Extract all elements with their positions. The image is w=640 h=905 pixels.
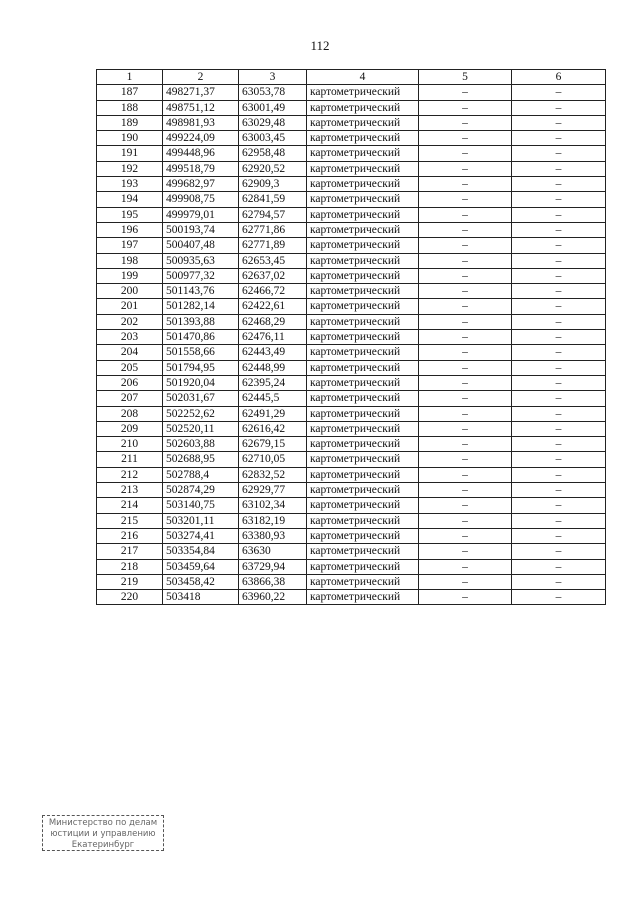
y-coordinate-cell: 62476,11 — [239, 330, 307, 345]
point-number-cell: 198 — [97, 253, 163, 268]
x-coordinate-cell: 500193,74 — [163, 222, 239, 237]
method-cell: картометрический — [307, 192, 419, 207]
column-6-cell: – — [512, 222, 606, 237]
x-coordinate-cell: 499448,96 — [163, 146, 239, 161]
x-coordinate-cell: 498981,93 — [163, 115, 239, 130]
x-coordinate-cell: 499518,79 — [163, 161, 239, 176]
table-row — [97, 146, 606, 161]
method-cell: картометрический — [307, 299, 419, 314]
column-5-cell: – — [419, 483, 512, 498]
column-5-cell: – — [419, 391, 512, 406]
column-5-cell: – — [419, 100, 512, 115]
column-5-cell: – — [419, 574, 512, 589]
method-cell: картометрический — [307, 345, 419, 360]
y-coordinate-cell: 62679,15 — [239, 437, 307, 452]
method-cell: картометрический — [307, 452, 419, 467]
point-number-cell: 187 — [97, 85, 163, 100]
column-6-cell: – — [512, 131, 606, 146]
column-5-cell: – — [419, 161, 512, 176]
method-cell: картометрический — [307, 161, 419, 176]
column-5-cell: – — [419, 437, 512, 452]
column-header-5: 5 — [419, 70, 512, 85]
x-coordinate-cell: 500977,32 — [163, 268, 239, 283]
column-6-cell: – — [512, 513, 606, 528]
y-coordinate-cell: 62771,86 — [239, 222, 307, 237]
column-5-cell: – — [419, 314, 512, 329]
x-coordinate-cell: 502603,88 — [163, 437, 239, 452]
y-coordinate-cell: 63001,49 — [239, 100, 307, 115]
x-coordinate-cell: 499908,75 — [163, 192, 239, 207]
point-number-cell: 195 — [97, 207, 163, 222]
column-6-cell: – — [512, 238, 606, 253]
point-number-cell: 219 — [97, 574, 163, 589]
point-number-cell: 199 — [97, 268, 163, 283]
point-number-cell: 189 — [97, 115, 163, 130]
column-5-cell: – — [419, 528, 512, 543]
table-row — [97, 85, 606, 100]
table-row — [97, 360, 606, 375]
column-5-cell: – — [419, 452, 512, 467]
point-number-cell: 214 — [97, 498, 163, 513]
x-coordinate-cell: 503201,11 — [163, 513, 239, 528]
point-number-cell: 213 — [97, 483, 163, 498]
stamp-line: Министерство по делам — [48, 818, 158, 828]
point-number-cell: 220 — [97, 590, 163, 605]
x-coordinate-cell: 500935,63 — [163, 253, 239, 268]
method-cell: картометрический — [307, 528, 419, 543]
column-5-cell: – — [419, 590, 512, 605]
column-6-cell: – — [512, 192, 606, 207]
x-coordinate-cell: 503458,42 — [163, 574, 239, 589]
y-coordinate-cell: 62832,52 — [239, 467, 307, 482]
y-coordinate-cell: 63029,48 — [239, 115, 307, 130]
x-coordinate-cell: 503140,75 — [163, 498, 239, 513]
column-6-cell: – — [512, 483, 606, 498]
x-coordinate-cell: 499682,97 — [163, 177, 239, 192]
x-coordinate-cell: 502252,62 — [163, 406, 239, 421]
method-cell: картометрический — [307, 483, 419, 498]
point-number-cell: 210 — [97, 437, 163, 452]
point-number-cell: 194 — [97, 192, 163, 207]
y-coordinate-cell: 62909,3 — [239, 177, 307, 192]
y-coordinate-cell: 63960,22 — [239, 590, 307, 605]
point-number-cell: 192 — [97, 161, 163, 176]
method-cell: картометрический — [307, 498, 419, 513]
method-cell: картометрический — [307, 360, 419, 375]
y-coordinate-cell: 63053,78 — [239, 85, 307, 100]
column-5-cell: – — [419, 421, 512, 436]
table-row — [97, 131, 606, 146]
method-cell: картометрический — [307, 268, 419, 283]
column-5-cell: – — [419, 559, 512, 574]
column-5-cell: – — [419, 498, 512, 513]
table-row — [97, 467, 606, 482]
method-cell: картометрический — [307, 207, 419, 222]
column-5-cell: – — [419, 375, 512, 390]
column-6-cell: – — [512, 528, 606, 543]
x-coordinate-cell: 501470,86 — [163, 330, 239, 345]
table-row — [97, 161, 606, 176]
table-body — [97, 85, 606, 605]
column-header-3: 3 — [239, 70, 307, 85]
point-number-cell: 200 — [97, 284, 163, 299]
column-5-cell: – — [419, 513, 512, 528]
point-number-cell: 207 — [97, 391, 163, 406]
column-5-cell: – — [419, 253, 512, 268]
column-6-cell: – — [512, 284, 606, 299]
method-cell: картометрический — [307, 100, 419, 115]
table-row — [97, 115, 606, 130]
table-row — [97, 483, 606, 498]
table-row — [97, 421, 606, 436]
column-6-cell: – — [512, 330, 606, 345]
x-coordinate-cell: 503418 — [163, 590, 239, 605]
table-row — [97, 391, 606, 406]
column-5-cell: – — [419, 406, 512, 421]
y-coordinate-cell: 62443,49 — [239, 345, 307, 360]
y-coordinate-cell: 62637,02 — [239, 268, 307, 283]
x-coordinate-cell: 502520,11 — [163, 421, 239, 436]
x-coordinate-cell: 501920,04 — [163, 375, 239, 390]
column-6-cell: – — [512, 406, 606, 421]
table-row — [97, 268, 606, 283]
point-number-cell: 203 — [97, 330, 163, 345]
column-5-cell: – — [419, 268, 512, 283]
y-coordinate-cell: 62794,57 — [239, 207, 307, 222]
column-6-cell: – — [512, 299, 606, 314]
method-cell: картометрический — [307, 513, 419, 528]
x-coordinate-cell: 502688,95 — [163, 452, 239, 467]
column-6-cell: – — [512, 268, 606, 283]
method-cell: картометрический — [307, 421, 419, 436]
method-cell: картометрический — [307, 238, 419, 253]
column-6-cell: – — [512, 177, 606, 192]
column-6-cell: – — [512, 253, 606, 268]
table-row — [97, 574, 606, 589]
column-5-cell: – — [419, 146, 512, 161]
point-number-cell: 193 — [97, 177, 163, 192]
table-row — [97, 559, 606, 574]
point-number-cell: 211 — [97, 452, 163, 467]
table-row — [97, 284, 606, 299]
y-coordinate-cell: 62395,24 — [239, 375, 307, 390]
x-coordinate-cell: 503459,64 — [163, 559, 239, 574]
column-5-cell: – — [419, 222, 512, 237]
column-5-cell: – — [419, 544, 512, 559]
method-cell: картометрический — [307, 574, 419, 589]
table-row — [97, 375, 606, 390]
column-6-cell: – — [512, 207, 606, 222]
column-6-cell: – — [512, 85, 606, 100]
y-coordinate-cell: 62710,05 — [239, 452, 307, 467]
column-6-cell: – — [512, 375, 606, 390]
y-coordinate-cell: 62466,72 — [239, 284, 307, 299]
point-number-cell: 216 — [97, 528, 163, 543]
method-cell: картометрический — [307, 115, 419, 130]
y-coordinate-cell: 63003,45 — [239, 131, 307, 146]
point-number-cell: 212 — [97, 467, 163, 482]
point-number-cell: 188 — [97, 100, 163, 115]
point-number-cell: 208 — [97, 406, 163, 421]
table-row — [97, 345, 606, 360]
x-coordinate-cell: 501794,95 — [163, 360, 239, 375]
x-coordinate-cell: 499224,09 — [163, 131, 239, 146]
y-coordinate-cell: 63380,93 — [239, 528, 307, 543]
table-header-row — [97, 70, 606, 85]
column-5-cell: – — [419, 238, 512, 253]
x-coordinate-cell: 503354,84 — [163, 544, 239, 559]
point-number-cell: 215 — [97, 513, 163, 528]
method-cell: картометрический — [307, 253, 419, 268]
column-5-cell: – — [419, 330, 512, 345]
column-6-cell: – — [512, 421, 606, 436]
y-coordinate-cell: 63729,94 — [239, 559, 307, 574]
table-row — [97, 100, 606, 115]
x-coordinate-cell: 499979,01 — [163, 207, 239, 222]
method-cell: картометрический — [307, 131, 419, 146]
method-cell: картометрический — [307, 375, 419, 390]
column-6-cell: – — [512, 590, 606, 605]
column-6-cell: – — [512, 161, 606, 176]
table-row — [97, 406, 606, 421]
column-6-cell: – — [512, 467, 606, 482]
table-row — [97, 207, 606, 222]
y-coordinate-cell: 62491,29 — [239, 406, 307, 421]
y-coordinate-cell: 62616,42 — [239, 421, 307, 436]
point-number-cell: 201 — [97, 299, 163, 314]
x-coordinate-cell: 502788,4 — [163, 467, 239, 482]
approval-stamp — [42, 815, 164, 851]
x-coordinate-cell: 501282,14 — [163, 299, 239, 314]
method-cell: картометрический — [307, 85, 419, 100]
page-number: 112 — [310, 38, 330, 53]
method-cell: картометрический — [307, 146, 419, 161]
y-coordinate-cell: 62653,45 — [239, 253, 307, 268]
table-row — [97, 330, 606, 345]
x-coordinate-cell: 498271,37 — [163, 85, 239, 100]
column-6-cell: – — [512, 574, 606, 589]
table-row — [97, 544, 606, 559]
column-6-cell: – — [512, 115, 606, 130]
column-5-cell: – — [419, 345, 512, 360]
x-coordinate-cell: 498751,12 — [163, 100, 239, 115]
point-number-cell: 202 — [97, 314, 163, 329]
stamp-line: Екатеринбург — [71, 840, 135, 850]
column-header-1: 1 — [97, 70, 163, 85]
column-6-cell: – — [512, 360, 606, 375]
method-cell: картометрический — [307, 467, 419, 482]
y-coordinate-cell: 62445,5 — [239, 391, 307, 406]
point-number-cell: 217 — [97, 544, 163, 559]
table-row — [97, 253, 606, 268]
method-cell: картометрический — [307, 284, 419, 299]
y-coordinate-cell: 62841,59 — [239, 192, 307, 207]
method-cell: картометрический — [307, 437, 419, 452]
column-5-cell: – — [419, 284, 512, 299]
y-coordinate-cell: 62771,89 — [239, 238, 307, 253]
point-number-cell: 204 — [97, 345, 163, 360]
point-number-cell: 196 — [97, 222, 163, 237]
table-row — [97, 513, 606, 528]
x-coordinate-cell: 502031,67 — [163, 391, 239, 406]
method-cell: картометрический — [307, 559, 419, 574]
column-6-cell: – — [512, 100, 606, 115]
table-row — [97, 528, 606, 543]
method-cell: картометрический — [307, 406, 419, 421]
x-coordinate-cell: 501143,76 — [163, 284, 239, 299]
column-6-cell: – — [512, 559, 606, 574]
point-number-cell: 190 — [97, 131, 163, 146]
table-row — [97, 238, 606, 253]
column-6-cell: – — [512, 544, 606, 559]
column-5-cell: – — [419, 360, 512, 375]
table-row — [97, 590, 606, 605]
point-number-cell: 206 — [97, 375, 163, 390]
y-coordinate-cell: 63182,19 — [239, 513, 307, 528]
column-5-cell: – — [419, 177, 512, 192]
column-header-2: 2 — [163, 70, 239, 85]
column-5-cell: – — [419, 131, 512, 146]
method-cell: картометрический — [307, 314, 419, 329]
table-row — [97, 498, 606, 513]
column-6-cell: – — [512, 345, 606, 360]
column-6-cell: – — [512, 437, 606, 452]
point-number-cell: 209 — [97, 421, 163, 436]
x-coordinate-cell: 501393,88 — [163, 314, 239, 329]
point-number-cell: 205 — [97, 360, 163, 375]
y-coordinate-cell: 62448,99 — [239, 360, 307, 375]
column-5-cell: – — [419, 207, 512, 222]
column-5-cell: – — [419, 192, 512, 207]
table-row — [97, 452, 606, 467]
table-row — [97, 222, 606, 237]
column-6-cell: – — [512, 452, 606, 467]
coordinates-table — [96, 69, 606, 605]
column-6-cell: – — [512, 146, 606, 161]
stamp-line: юстиции и управлению — [50, 829, 156, 839]
table-row — [97, 177, 606, 192]
method-cell: картометрический — [307, 330, 419, 345]
method-cell: картометрический — [307, 544, 419, 559]
table-row — [97, 437, 606, 452]
column-6-cell: – — [512, 314, 606, 329]
column-5-cell: – — [419, 85, 512, 100]
table-row — [97, 314, 606, 329]
column-5-cell: – — [419, 115, 512, 130]
x-coordinate-cell: 500407,48 — [163, 238, 239, 253]
point-number-cell: 218 — [97, 559, 163, 574]
x-coordinate-cell: 503274,41 — [163, 528, 239, 543]
method-cell: картометрический — [307, 391, 419, 406]
y-coordinate-cell: 62958,48 — [239, 146, 307, 161]
y-coordinate-cell: 63102,34 — [239, 498, 307, 513]
column-header-6: 6 — [512, 70, 606, 85]
y-coordinate-cell: 63866,38 — [239, 574, 307, 589]
y-coordinate-cell: 62929,77 — [239, 483, 307, 498]
x-coordinate-cell: 501558,66 — [163, 345, 239, 360]
column-header-4: 4 — [307, 70, 419, 85]
column-6-cell: – — [512, 498, 606, 513]
y-coordinate-cell: 62920,52 — [239, 161, 307, 176]
point-number-cell: 191 — [97, 146, 163, 161]
y-coordinate-cell: 62468,29 — [239, 314, 307, 329]
y-coordinate-cell: 63630 — [239, 544, 307, 559]
table-row — [97, 192, 606, 207]
column-5-cell: – — [419, 299, 512, 314]
table-row — [97, 299, 606, 314]
x-coordinate-cell: 502874,29 — [163, 483, 239, 498]
y-coordinate-cell: 62422,61 — [239, 299, 307, 314]
method-cell: картометрический — [307, 177, 419, 192]
method-cell: картометрический — [307, 222, 419, 237]
column-6-cell: – — [512, 391, 606, 406]
method-cell: картометрический — [307, 590, 419, 605]
column-5-cell: – — [419, 467, 512, 482]
point-number-cell: 197 — [97, 238, 163, 253]
